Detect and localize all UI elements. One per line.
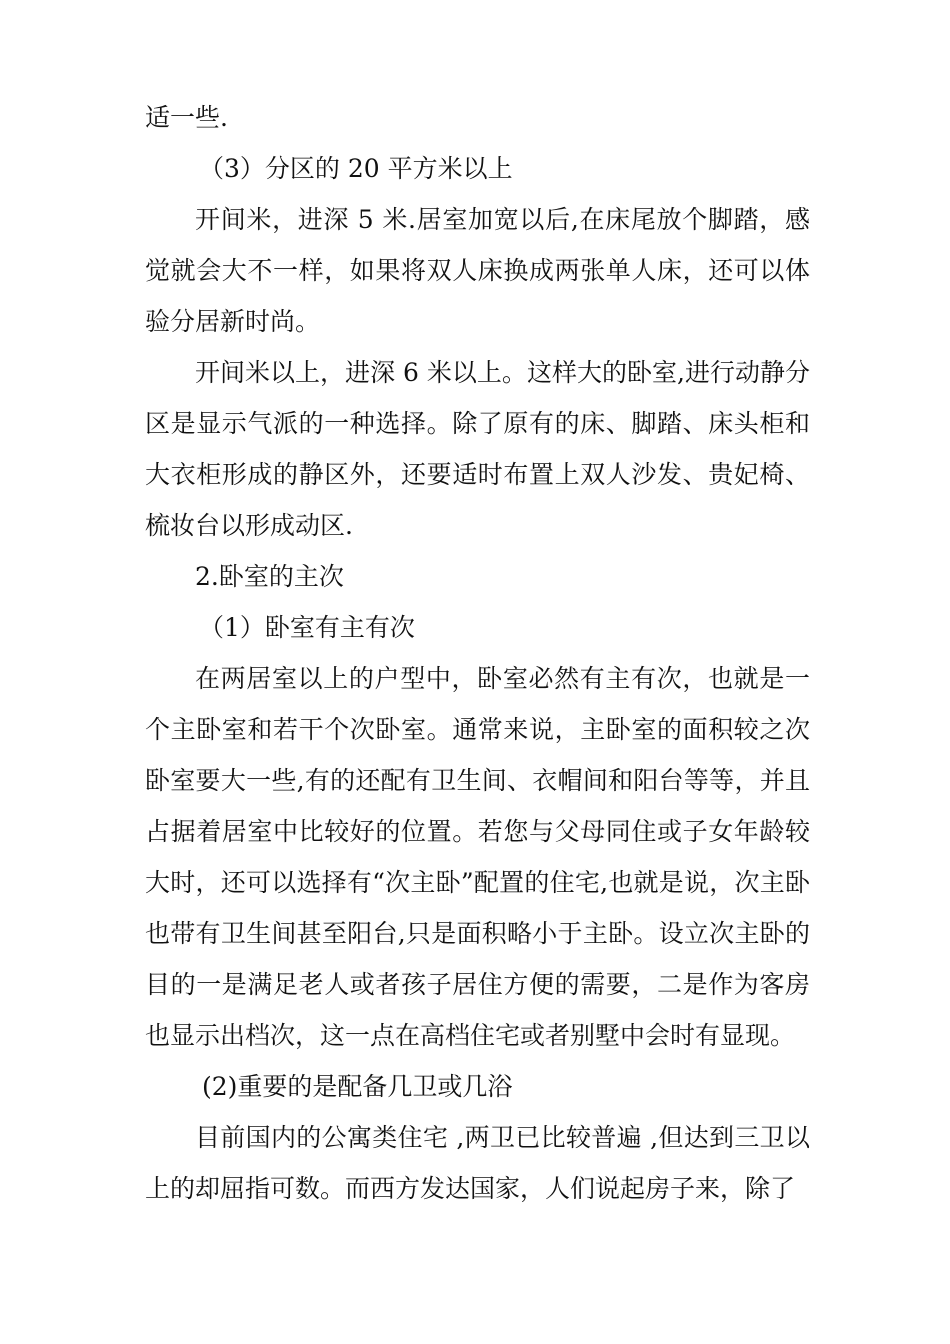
paragraph-master-bedroom: 在两居室以上的户型中，卧室必然有主有次，也就是一个主卧室和若干个次卧室。通常来说，主卧室的面积较之次卧室要大一些,有的还配有卫生间、衣帽间和阳台等等，并且占据着居室中比较好的位置。若您与父母同住或子女年龄较大时，还可以选择有“次主卧”配置的住宅,也就是说，次主卧也带有卫生间甚至阳台,只是面积略小于主卧。设立次主卧的目的一是满足老人或者孩子居住方便的需要，二是作为客房也显示出档次，这一点在高档住宅或者别墅中会时有显现。 [145,664,810,1050]
paragraph-bed-footstool: 开间米，进深 5 米.居室加宽以后,在床尾放个脚踏，感觉就会大不一样，如果将双人床换成两张单人床，还可以体验分居新时尚。 [145,205,810,336]
document-body [145,92,810,1214]
paragraph-domestic-apartments: 目前国内的公寓类住宅 ,两卫已比较普遍 ,但达到三卫以上的却屈指可数。而西方发达国家，人们说起房子来，除了 [145,1123,810,1203]
paragraph-zoning: 开间米以上，进深 6 米以上。这样大的卧室,进行动静分区是显示气派的一种选择。除了原有的床、脚踏、床头柜和大衣柜形成的静区外，还要适时布置上双人沙发、贵妃椅、梳妆台以形成动区. [145,358,810,540]
subheading-partition-20sqm: （3）分区的 20 平方米以上 [199,154,513,183]
subheading-master-secondary: （1）卧室有主有次 [199,613,415,642]
section-heading-bedroom-hierarchy: 2.卧室的主次 [195,562,344,591]
subheading-bathrooms: (2)重要的是配备几卫或几浴 [202,1072,513,1101]
paragraph-continuation: 适一些. [145,103,228,132]
